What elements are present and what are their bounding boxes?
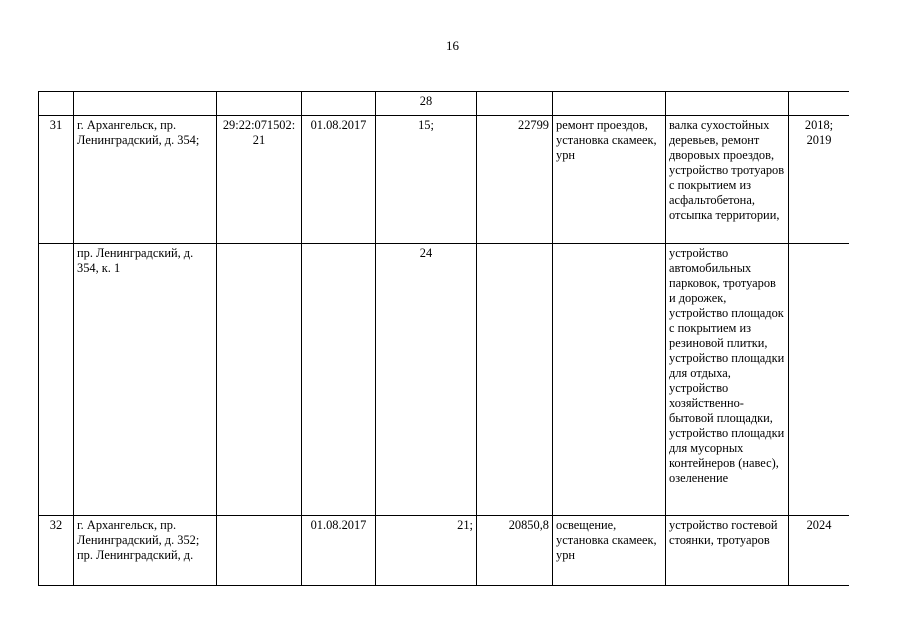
years-cell: 2018; 2019 [789, 116, 850, 244]
work-extra-cell: устройство гостевой стоянки, тротуаров [666, 516, 789, 586]
date-cell: 01.08.2017 [302, 516, 376, 586]
row-number: 31 [39, 116, 74, 244]
cadastral-cell: 29:22:071502:21 [217, 116, 302, 244]
work-min-cell: ремонт проездов, установка скамеек, урн [553, 116, 666, 244]
table-row-continued [39, 92, 850, 116]
amount-cell: 22799 [477, 116, 553, 244]
work-extra-cell: валка сухостойных деревьев, ремонт дворовых проездов, устройство тротуаров с покрытием из асфальтобетона, отсыпка территории, [666, 116, 789, 244]
cadastral-cell [217, 516, 302, 586]
work-min-cell: освещение, установка скамеек, урн [553, 516, 666, 586]
work-extra-cell: устройство автомобильных парковок, тротуаров и дорожек, устройство площадок с покрытием из резиновой плитки, устройство площадки для отдыха, устройство хозяйственно-бытовой площадки, устройство площадки для мусорных контейнеров (навес), озеленение [666, 244, 789, 516]
area-cell: 28 [376, 92, 477, 116]
table-frame [38, 91, 849, 640]
area-cell: 21; [376, 516, 477, 586]
date-cell: 01.08.2017 [302, 116, 376, 244]
page-number: 16 [446, 38, 459, 53]
table-row [39, 116, 850, 244]
years-cell: 2024 [789, 516, 850, 586]
area-cell: 24 [376, 244, 477, 516]
row-number: 32 [39, 516, 74, 586]
improvement-table [38, 91, 849, 586]
area-cell: 15; [376, 116, 477, 244]
amount-cell: 20850,8 [477, 516, 553, 586]
address-cell: г. Архангельск, пр. Ленинградский, д. 352; пр. Ленинградский, д. [74, 516, 217, 586]
address-cell: г. Архангельск, пр. Ленинградский, д. 354; [74, 116, 217, 244]
table-row [39, 516, 850, 586]
table-row-sub [39, 244, 850, 516]
address-cell: пр. Ленинградский, д. 354, к. 1 [74, 244, 217, 516]
